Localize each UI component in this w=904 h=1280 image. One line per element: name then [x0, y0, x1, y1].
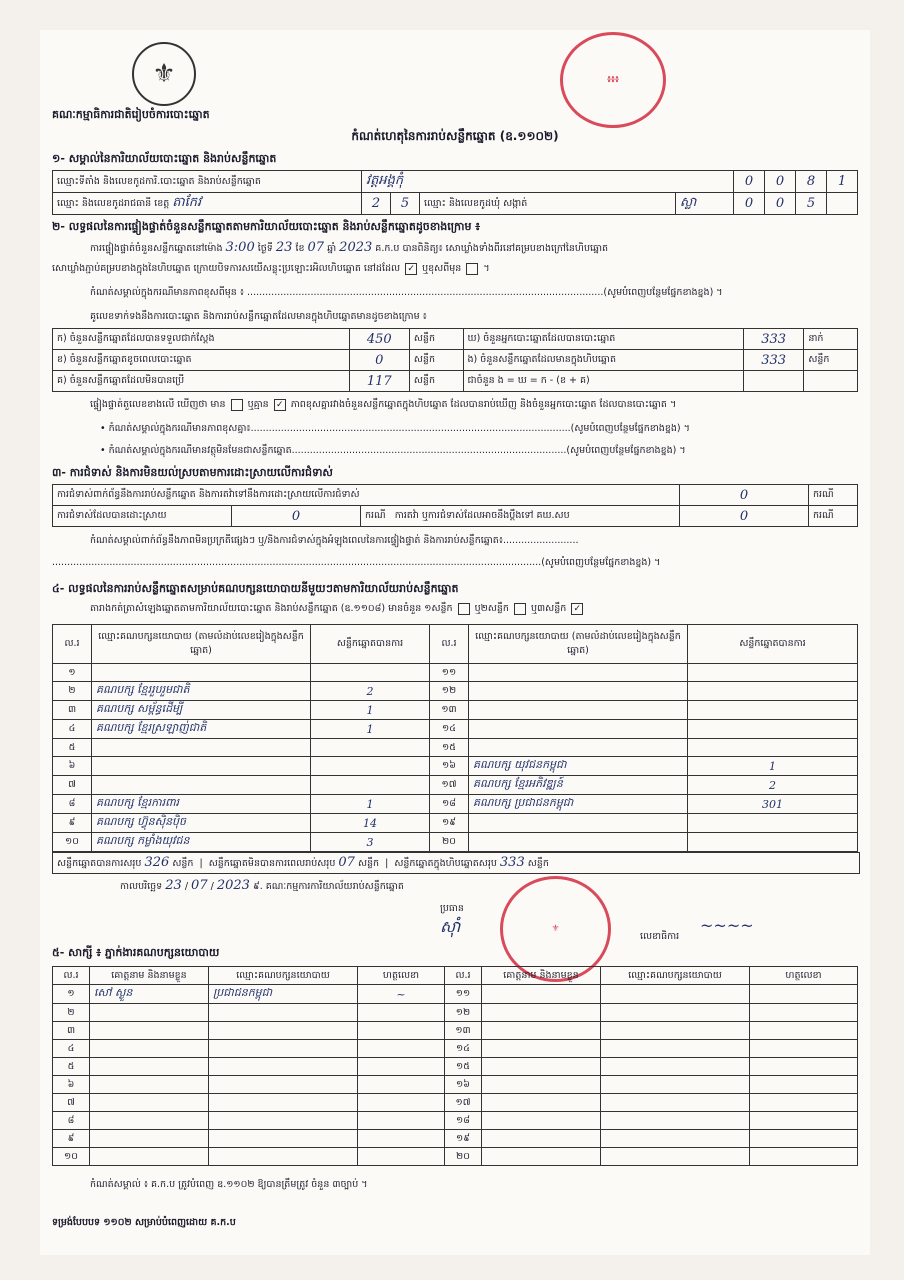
s5-sig-right [750, 1040, 858, 1058]
s5-no-left: ៦ [53, 1076, 90, 1094]
s4-party-right: គណបក្ស ខ្មែរអភិវឌ្ឍន៍ [469, 776, 688, 795]
has-diff-checkbox[interactable] [231, 399, 243, 411]
top-right-stamp: ៖៖៖ [560, 32, 666, 128]
s4-party-right [469, 664, 688, 682]
s5-row [53, 1094, 858, 1112]
s2-row [53, 329, 858, 350]
row1-code-1: 0 [765, 171, 796, 193]
s5-name-right [482, 1148, 601, 1166]
s5-no-left: ៧ [53, 1094, 90, 1112]
s5-party-right [601, 1022, 750, 1040]
total-invalid: 07 [338, 855, 355, 870]
section2-p6: • កំណត់សម្គាល់ក្នុងករណីមានភាពខុសគ្នា៖..........................................................................................................(សូមបំពេញបន្ថែមផ្នែកខាងខ្នង) ។ [100, 423, 690, 434]
s5-no-right: ១៦ [445, 1076, 482, 1094]
s5-col-party-left: ឈ្មោះគណបក្សនយោបាយ [209, 967, 358, 985]
one-sheet-checkbox[interactable] [458, 603, 470, 615]
s5-party-left [209, 1004, 358, 1022]
s5-name-left [90, 1040, 209, 1058]
s5-sig-right [750, 1148, 858, 1166]
s5-sig-right [750, 1058, 858, 1076]
s4-party-left: គណបក្ស កម្លាំងយុវជន [92, 833, 311, 852]
s5-party-right [601, 1112, 750, 1130]
commission-stamp: ⚜ [500, 876, 611, 982]
row1-code-3: 1 [827, 171, 858, 193]
section5-table [52, 966, 858, 1166]
section3-heading: ៣- ការជំទាស់ និងការមិនយល់ស្របតាមការដោះស្រាយលើការជំទាស់ [52, 466, 333, 479]
s2-left-value: 450 [349, 329, 409, 350]
s5-row [53, 1112, 858, 1130]
s4-votes-left: 14 [311, 814, 430, 833]
s4-row [53, 739, 858, 757]
s4-votes-left [311, 757, 430, 776]
s4-votes-right: 301 [688, 795, 858, 814]
section2-p2: សោឃ្លាំងភ្ជាប់គម្របខាងក្នុងនៃហិបឆ្នោត ក្រោយបិទការសយើសន្លុះប្រឡោះរអិលហិបឆ្នោត នៅដដែល ✓ ឬខុសពីមុន ។ [52, 263, 490, 274]
s4-no-left: ៦ [53, 757, 92, 776]
s4-party-right [469, 833, 688, 852]
s4-no-left: ២ [53, 682, 92, 701]
chair-label: ប្រធាន [440, 903, 464, 914]
section4-totals: សន្លឹកឆ្នោតបានការសរុប 326 សន្លឹក | សន្លឹកឆ្នោតមិនបានការពេលរាប់សរុប 07 សន្លឹក | សន្លឹកឆ្នោតក្នុងហិបឆ្នោតសរុប 333 សន្លឹក [52, 852, 860, 874]
s4-row [53, 795, 858, 814]
s5-name-right [482, 1094, 601, 1112]
s5-name-right [482, 1076, 601, 1094]
s4-row [53, 720, 858, 739]
s4-col-votes-left: សន្លឹកឆ្នោតបានការ [311, 625, 430, 664]
section3-table [52, 484, 858, 527]
s4-no-right: ១៦ [430, 757, 469, 776]
s4-no-right: ១១ [430, 664, 469, 682]
s2-right-unit: សន្លឹក [804, 350, 858, 371]
s5-no-right: ១៨ [445, 1112, 482, 1130]
s5-party-left [209, 1040, 358, 1058]
s5-col-no-left: ល.រ [53, 967, 90, 985]
s5-no-right: ២០ [445, 1148, 482, 1166]
s5-row [53, 1004, 858, 1022]
s5-party-right [601, 985, 750, 1004]
s5-row [53, 1076, 858, 1094]
s4-party-left [92, 757, 311, 776]
s5-col-name-left: គោត្តនាម និងនាមខ្លួន [90, 967, 209, 985]
s5-party-left [209, 1094, 358, 1112]
s5-name-left [90, 1022, 209, 1040]
s4-party-right: គណបក្ស យុវជនកម្ពុជា [469, 757, 688, 776]
s5-no-right: ១៣ [445, 1022, 482, 1040]
s5-party-right [601, 1094, 750, 1112]
s5-no-left: ៨ [53, 1112, 90, 1130]
s4-party-left [92, 776, 311, 795]
s2-right-label: ជាចំនួន ង = ឃ = ក - (ខ + គ) [463, 371, 744, 392]
s5-name-right [482, 985, 601, 1004]
s4-party-left [92, 739, 311, 757]
footer-note: កំណត់សម្គាល់ ៖ គ.ក.ប ត្រូវបំពេញ ឧ.១១០២ ឱ្យបានត្រឹមត្រូវ ចំនួន ៣ច្បាប់ ។ [90, 1179, 368, 1190]
s5-no-left: ២ [53, 1004, 90, 1022]
s5-col-no-right: ល.រ [445, 967, 482, 985]
s4-no-left: ៤ [53, 720, 92, 739]
section2-p3: កំណត់សម្គាល់ក្នុងករណីមានភាពខុសពីមុន ៖ ......................................................................................................................(សូមបំពេញបន្ថែមផ្នែកខាងខ្នង) ។ [90, 287, 723, 298]
row2-commune-code-1: 0 [765, 193, 796, 215]
s2-left-unit: សន្លឹក [409, 371, 463, 392]
s4-party-right [469, 720, 688, 739]
s5-sig-right [750, 1112, 858, 1130]
row1-code-0: 0 [734, 171, 765, 193]
row2-commune-code-2: 5 [796, 193, 827, 215]
section4-heading: ៤- លទ្ធផលនៃការរាប់សន្លឹកឆ្នោតសម្រាប់គណបក្សនយោបាយនីមួយៗតាមការិយាល័យរាប់សន្លឹកឆ្នោត [52, 582, 459, 595]
s5-sig-left [358, 1076, 445, 1094]
s4-no-right: ២០ [430, 833, 469, 852]
s5-name-right [482, 1130, 601, 1148]
s5-col-sig-right: ហត្ថលេខា [750, 967, 858, 985]
s4-no-left: ១០ [53, 833, 92, 852]
s4-party-left [92, 664, 311, 682]
s5-party-left: ប្រជាជនកម្ពុជា [209, 985, 358, 1004]
s4-col-no-right: ល.រ [430, 625, 469, 664]
emblem-icon: ⚜ [132, 42, 196, 106]
s5-no-right: ១៩ [445, 1130, 482, 1148]
s4-votes-left: 1 [311, 701, 430, 720]
s4-row [53, 682, 858, 701]
changed-checkbox[interactable] [466, 263, 478, 275]
s5-no-left: ៣ [53, 1022, 90, 1040]
s5-party-left [209, 1076, 358, 1094]
s4-no-left: ១ [53, 664, 92, 682]
s4-party-left: គណបក្ស សម្ព័ន្ធដើម្បី [92, 701, 311, 720]
s5-sig-right [750, 1004, 858, 1022]
s4-party-left: គណបក្ស ខ្មែរស្រឡាញ់ជាតិ [92, 720, 311, 739]
s4-votes-left: 3 [311, 833, 430, 852]
s4-votes-left [311, 776, 430, 795]
s5-no-left: ១ [53, 985, 90, 1004]
s5-col-name-right: គោត្តនាម និងនាមខ្លួន [482, 967, 601, 985]
section4-date: កាលបរិច្ឆេទ 23 / 07 / 2023 ៩. គណៈកម្មការការិយាល័យរាប់សន្លឹកឆ្នោត [120, 878, 404, 893]
row2-value: តាកែវ [172, 195, 202, 210]
s5-party-left [209, 1022, 358, 1040]
s2-left-label: ក) ចំនួនសន្លឹកឆ្នោតដែលបានទទួលជាក់ស្តែង [53, 329, 350, 350]
s5-no-right: ១៧ [445, 1094, 482, 1112]
s4-row [53, 757, 858, 776]
s5-no-left: ១០ [53, 1148, 90, 1166]
section2-p5: ផ្ទៀងផ្ទាត់តួលេខខាងលើ ឃើញថា មាន ឬគ្មាន ✓ ភាពខុសគ្នារវាងចំនួនសន្លឹកឆ្នោតក្នុងហិបឆ្នោត ដែលបានរាប់ឃើញ និងចំនួនអ្នកបោះឆ្នោត ដែលបានបោះឆ្នោត ។ [90, 399, 677, 410]
s4-no-left: ៥ [53, 739, 92, 757]
s5-name-left [90, 1094, 209, 1112]
s5-sig-left [358, 1022, 445, 1040]
row2-commune-code-0: 0 [734, 193, 765, 215]
s5-name-right [482, 1022, 601, 1040]
s5-name-left [90, 1130, 209, 1148]
s4-votes-right [688, 664, 858, 682]
s4-no-right: ១៥ [430, 739, 469, 757]
s5-sig-left [358, 1148, 445, 1166]
s5-name-right [482, 1112, 601, 1130]
s5-sig-left [358, 1112, 445, 1130]
section3-note: កំណត់សម្គាល់ពាក់ព័ន្ធនឹងភាពមិនប្រក្រតីផ្សេងៗ ឬ/និងការជំទាស់ក្នុងអំឡុងពេលនៃការផ្ទៀងផ្ទាត់ និងការរាប់សន្លឹកឆ្នោត៖......................... [90, 535, 579, 546]
section2-table [52, 328, 858, 392]
s4-no-left: ៧ [53, 776, 92, 795]
s4-no-left: ៩ [53, 814, 92, 833]
s4-no-right: ១២ [430, 682, 469, 701]
s5-col-party-right: ឈ្មោះគណបក្សនយោបាយ [601, 967, 750, 985]
s5-name-left [90, 1148, 209, 1166]
s4-row [53, 833, 858, 852]
s4-no-right: ១៧ [430, 776, 469, 795]
section4-sub: តារាងកត់ត្រាសំឡេងឆ្នោតតាមការិយាល័យបោះឆ្នោត និងរាប់សន្លឹកឆ្នោត (ឧ.១១០៨) មានចំនួន ១សន្លឹក ឬ២សន្លឹក ឬ៣សន្លឹក ✓ [90, 602, 585, 616]
s4-row [53, 776, 858, 795]
s5-sig-right [750, 985, 858, 1004]
s4-votes-right: 1 [688, 757, 858, 776]
s4-col-no-left: ល.រ [53, 625, 92, 664]
s5-sig-left [358, 1094, 445, 1112]
secretary-signature: ~~~~ [700, 916, 754, 935]
s2-row [53, 371, 858, 392]
s4-votes-left: 2 [311, 682, 430, 701]
s5-party-left [209, 1148, 358, 1166]
section2-p4: គូលេខទាក់ទងនឹងការបោះឆ្នោត និងការរាប់សន្លឹកឆ្នោតដែលមានក្នុងហិបឆ្នោតមានដូចខាងក្រោម ៖ [90, 311, 427, 322]
s3-r1-label: ការជំទាស់ពាក់ព័ន្ធនឹងការរាប់សន្លឹកឆ្នោត និងការតវ៉ាទៅនឹងការដោះស្រាយលើការជំទាស់ [53, 485, 680, 506]
s5-row [53, 1148, 858, 1166]
s5-sig-left [358, 1130, 445, 1148]
s5-row [53, 1058, 858, 1076]
s2-right-label: ឃ) ចំនួនអ្នកបោះឆ្នោតដែលបានបោះឆ្នោត [463, 329, 744, 350]
chair-signature: ស៊ាំ [440, 917, 461, 936]
s5-no-left: ៩ [53, 1130, 90, 1148]
s4-votes-left: 1 [311, 795, 430, 814]
s5-no-left: ៥ [53, 1058, 90, 1076]
s5-sig-right [750, 1076, 858, 1094]
s2-left-value: 117 [349, 371, 409, 392]
s4-party-right [469, 701, 688, 720]
s4-votes-left [311, 664, 430, 682]
s4-votes-right [688, 833, 858, 852]
s4-votes-right [688, 814, 858, 833]
s4-col-votes-right: សន្លឹកឆ្នោតបានការ [688, 625, 858, 664]
total-valid: 326 [144, 855, 170, 870]
s5-no-right: ១៤ [445, 1040, 482, 1058]
s3-r2-value: 0 [232, 506, 361, 527]
total-box: 333 [499, 855, 525, 870]
s5-row [53, 985, 858, 1004]
s5-party-right [601, 1130, 750, 1148]
s5-name-right [482, 1004, 601, 1022]
secretary-label: លេខាធិការ [640, 931, 680, 942]
s3-r2b-value: 0 [680, 506, 809, 527]
section2-p1: ការផ្ទៀងផ្ទាត់ចំនួនសន្លឹកឆ្នោតនៅម៉ោង 3:00 ថ្ងៃទី 23 ខែ 07 ឆ្នាំ 2023 គ.ក.ប បានពិនិត្យ៖ សោឃ្លាំងទាំងពីរនៅគម្របខាងក្រៅនៃហិបឆ្នោត [90, 240, 609, 255]
s2-right-value: 333 [744, 350, 804, 371]
same-checkbox[interactable]: ✓ [405, 263, 417, 275]
s5-name-left [90, 1076, 209, 1094]
s2-right-value [744, 371, 804, 392]
s2-left-label: ខ) ចំនួនសន្លឹកឆ្នោតខូចពេលបោះឆ្នោត [53, 350, 350, 371]
s5-no-left: ៤ [53, 1040, 90, 1058]
s3-r2-label: ការជំទាស់ដែលបានដោះស្រាយ [53, 506, 232, 527]
footer-form: ទម្រង់បែបបទ ១១០២ សម្រាប់បំពេញដោយ គ.ក.ប [52, 1217, 236, 1228]
s3-r2b-label: ការតវ៉ា ឬការជំទាស់ដែលអាចនឹងប្តឹងទៅ គឃ.សប [394, 510, 570, 521]
s4-votes-right: 2 [688, 776, 858, 795]
three-sheet-checkbox[interactable]: ✓ [571, 603, 583, 615]
s4-no-left: ៣ [53, 701, 92, 720]
s4-no-right: ១៣ [430, 701, 469, 720]
s4-votes-left [311, 739, 430, 757]
s4-party-left: គណបក្ស ហ៊្វុនស៊ិនប៉ិច [92, 814, 311, 833]
s4-party-right [469, 682, 688, 701]
s2-left-value: 0 [349, 350, 409, 371]
s4-col-party-left: ឈ្មោះគណបក្សនយោបាយ (តាមលំដាប់លេខរៀងក្នុងសន្លឹកឆ្នោត) [92, 625, 311, 664]
section5-heading: ៥- សាក្សី ៖ ភ្នាក់ងារគណបក្សនយោបាយ [52, 946, 220, 959]
section1-table [52, 170, 858, 215]
s5-col-sig-left: ហត្ថលេខា [358, 967, 445, 985]
s3-r1-unit: ករណី [809, 485, 858, 506]
s5-name-right [482, 1058, 601, 1076]
s5-sig-right [750, 1130, 858, 1148]
s5-row [53, 1130, 858, 1148]
s5-no-right: ១២ [445, 1004, 482, 1022]
s5-party-right [601, 1058, 750, 1076]
form-page [40, 30, 870, 1255]
s4-votes-right [688, 739, 858, 757]
s2-right-unit [804, 371, 858, 392]
no-diff-checkbox[interactable]: ✓ [274, 399, 286, 411]
row2-code-0: 2 [362, 193, 391, 215]
s3-r2b-unit: ករណី [809, 506, 858, 527]
s5-sig-right [750, 1094, 858, 1112]
s5-party-left [209, 1112, 358, 1130]
form-title: កំណត់ហេតុនៃការរាប់សន្លឹកឆ្នោត (ឧ.១១០២) [351, 129, 559, 143]
section3-note2: ..................................................................................................................................................................(សូមបំពេញបន្ថែមផ្នែកខាងខ្នង) ។ [52, 557, 661, 568]
s5-party-right [601, 1040, 750, 1058]
s5-row [53, 1040, 858, 1058]
row2-code-1: 5 [391, 193, 420, 215]
row2-commune-value: ស្លា [675, 193, 733, 215]
s2-left-unit: សន្លឹក [409, 350, 463, 371]
s4-no-right: ១៤ [430, 720, 469, 739]
row2-commune-label: ឈ្មោះ និងលេខកូដឃុំ សង្កាត់ [420, 193, 676, 215]
s5-name-left: សៅ ស្ងួន [90, 985, 209, 1004]
s5-party-left [209, 1058, 358, 1076]
s4-row [53, 664, 858, 682]
s2-right-label: ង) ចំនួនសន្លឹកឆ្នោតដែលមានក្នុងហិបឆ្នោត [463, 350, 744, 371]
s5-name-left [90, 1004, 209, 1022]
s3-r2-unit: ករណី [365, 510, 386, 521]
s5-sig-left [358, 1004, 445, 1022]
s4-party-left: គណបក្ស ខ្មែររួបរួមជាតិ [92, 682, 311, 701]
s4-no-left: ៨ [53, 795, 92, 814]
s5-row [53, 1022, 858, 1040]
s4-votes-right [688, 701, 858, 720]
s4-no-right: ១៨ [430, 795, 469, 814]
s5-party-left [209, 1130, 358, 1148]
s4-party-right [469, 739, 688, 757]
s5-no-right: ១៥ [445, 1058, 482, 1076]
s4-row [53, 814, 858, 833]
section2-heading: ២- លទ្ធផលនៃការផ្ទៀងផ្ទាត់ចំនួនសន្លឹកឆ្នោតតាមការិយាល័យបោះឆ្នោត និងរាប់សន្លឹកឆ្នោតដូចខាងក្រោម ៖ [52, 220, 481, 233]
s4-votes-right [688, 682, 858, 701]
s5-party-right [601, 1004, 750, 1022]
row2-label: ឈ្មោះ និងលេខកូដរាជធានី ខេត្ត [57, 198, 170, 209]
section1-heading: ១- សម្គាល់នៃការិយាល័យបោះឆ្នោត និងរាប់សន្លឹកឆ្នោត [52, 152, 277, 165]
s5-no-right: ១១ [445, 985, 482, 1004]
s5-name-left [90, 1058, 209, 1076]
two-sheet-checkbox[interactable] [514, 603, 526, 615]
s5-party-right [601, 1148, 750, 1166]
s4-party-right [469, 814, 688, 833]
row1-label: ឈ្មោះទីតាំង និងលេខកូដការិ.បោះឆ្នោត និងរាប់សន្លឹកឆ្នោត [53, 171, 362, 193]
s2-row [53, 350, 858, 371]
s2-right-unit: នាក់ [804, 329, 858, 350]
row1-value: វត្តអង្គកុំ [362, 171, 734, 193]
s5-name-right [482, 1040, 601, 1058]
s4-party-right: គណបក្ស ប្រជាជនកម្ពុជា [469, 795, 688, 814]
s5-party-right [601, 1076, 750, 1094]
s5-sig-right [750, 1022, 858, 1040]
s4-no-right: ១៩ [430, 814, 469, 833]
s2-left-label: គ) ចំនួនសន្លឹកឆ្នោតដែលមិនបានប្រើ [53, 371, 350, 392]
s3-r1-value: 0 [680, 485, 809, 506]
s4-votes-left: 1 [311, 720, 430, 739]
s5-sig-left [358, 1058, 445, 1076]
s4-row [53, 701, 858, 720]
s4-party-left: គណបក្ស ខ្មែរការពារ [92, 795, 311, 814]
s5-sig-left [358, 1040, 445, 1058]
s4-votes-right [688, 720, 858, 739]
s5-sig-left: ~ [358, 985, 445, 1004]
header-org: គណៈកម្មាធិការជាតិរៀបចំការបោះឆ្នោត [52, 108, 210, 121]
s5-name-left [90, 1112, 209, 1130]
row1-code-2: 8 [796, 171, 827, 193]
s2-right-value: 333 [744, 329, 804, 350]
s2-left-unit: សន្លឹក [409, 329, 463, 350]
section2-p7: • កំណត់សម្គាល់ក្នុងករណីមានវត្ថុមិនមែនជាសន្លឹកឆ្នោត...........................................................................................(សូមបំពេញបន្ថែមផ្នែកខាងខ្នង) ។ [100, 445, 686, 456]
section4-table [52, 624, 858, 852]
s4-col-party-right: ឈ្មោះគណបក្សនយោបាយ (តាមលំដាប់លេខរៀងក្នុងសន្លឹកឆ្នោត) [469, 625, 688, 664]
